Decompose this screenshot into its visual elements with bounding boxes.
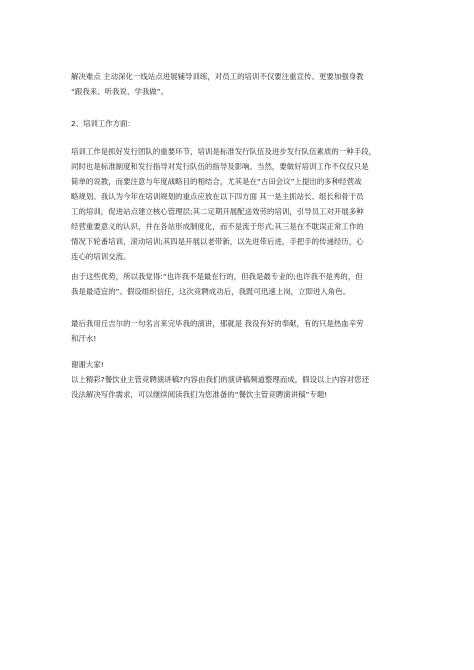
paragraph-training <box>71 144 413 264</box>
paragraph-thanks <box>71 357 413 402</box>
text-line: 略规划。我认为今年在培训规划的重点应放在以下四方面 其一是主抓站长、组长和骨干员 <box>71 192 364 201</box>
text-line: “跟我来、听我说、学我做”。 <box>71 87 169 96</box>
text-line: 培训工作是抓好发行团队的重要环节，培训是标准发行队伍及进步发行队伍素质的一种手段， <box>71 147 377 156</box>
text-line: 以上精彩?餐饮业主管竞聘演讲稿?内容由我们的演讲稿频道整理而成，假设以上内容对您还 <box>71 375 370 384</box>
text-line: 连心的培训交流。 <box>71 252 131 261</box>
text-line: 最后我用丘吉尔的一句名言来完毕我的演讲，那就是 我没有好的奉献，有的只是热血辛劳 <box>71 319 364 328</box>
text-line: 没法解决写作需求，可以继续阅读我们为您准备的“餐饮主管竞聘演讲稿”专题! <box>71 390 328 399</box>
section-heading-training: 2、培训工作方面： <box>71 119 135 128</box>
text-line: 解决难点 主动深化一线站点进展辅导训练，对员工的培训不仅要注重宣传、更要加强身教 <box>71 72 364 81</box>
paragraph-advantages <box>71 269 413 299</box>
text-line: 工的培训，促进站点建立核心管理层;其二定期开展配送效劳的培训，引导员工对开展多种 <box>71 207 364 216</box>
text-line: 情况下轮番培训，滚动培训;其四是开展以老带新，以先进带后进，手把手的传递经历，心 <box>71 237 364 246</box>
paragraph-difficulty <box>71 69 413 99</box>
text-line: 经营重要意义的认识，并在各站形成制度化，而不是流于形式;其三是在不耽误正常工作的 <box>71 222 364 231</box>
text-line: 同时也是标准制度和发行指导对发行队伍的指导及影响。当然，要做好培训工作不仅仅只是 <box>71 162 369 171</box>
paragraph-closing-quote <box>71 316 413 346</box>
text-line: 和汗水! <box>71 334 97 343</box>
text-line: 我是最适宜的”。假设组织信任，这次竞聘成功后，我既可迅速上岗，立即进入角色。 <box>71 287 351 296</box>
text-line: 由于这些优势，所以我觉得:“也许我不是最在行的，但我是最专业的;也许我不是秀的，但 <box>71 272 363 281</box>
text-line: 简单的说教，而要注意与年度战略目的相结合，尤其是在“古田会议”上提出的多种经营战 <box>71 177 362 186</box>
text-line: 谢谢大家! <box>71 360 104 369</box>
